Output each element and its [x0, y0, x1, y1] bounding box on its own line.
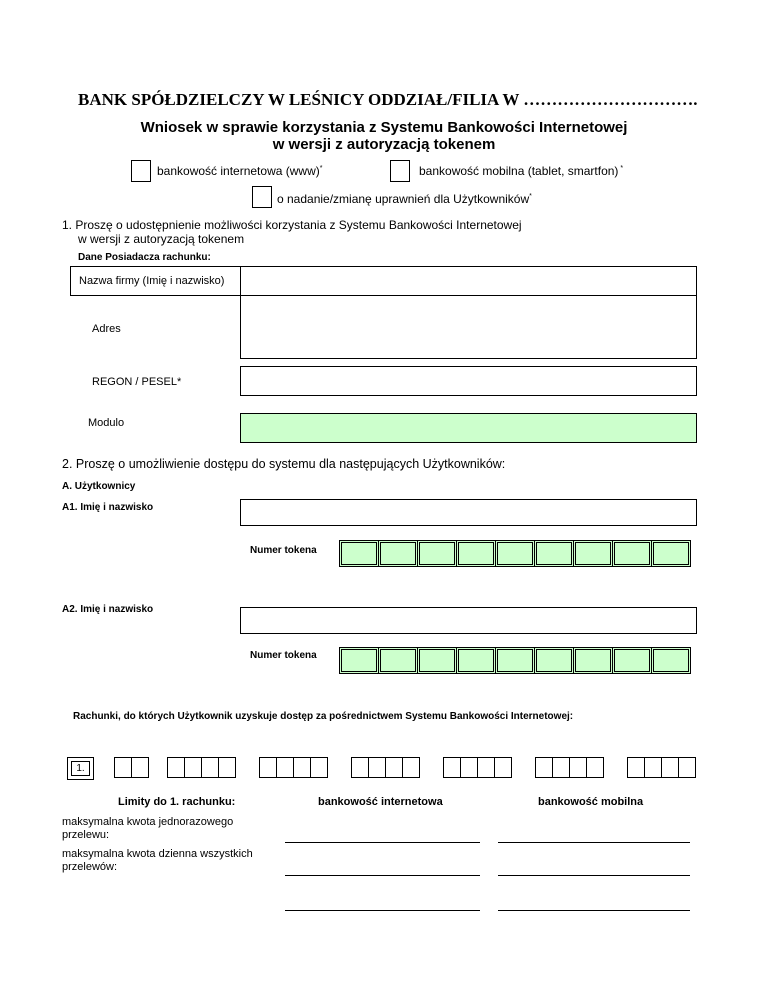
company-label: Nazwa firmy (Imię i nazwisko) [79, 275, 225, 287]
account-digit[interactable] [627, 757, 645, 778]
account-digit[interactable] [201, 757, 219, 778]
account-digit[interactable] [167, 757, 185, 778]
token-digit-box[interactable] [417, 647, 457, 674]
token-digit-inner [458, 649, 494, 672]
mobile-banking-checkbox[interactable] [390, 160, 410, 182]
user1-name-input[interactable] [240, 499, 697, 526]
extra-limit-internet-field[interactable] [285, 910, 480, 911]
token-digit-box[interactable] [612, 647, 652, 674]
footnote-mark: * [529, 193, 532, 200]
token-digit-inner [419, 542, 455, 565]
account-digits-group-1 [114, 757, 149, 778]
user2-name-input[interactable] [240, 607, 697, 634]
token-digit-box[interactable] [651, 647, 691, 674]
regon-pesel-label: REGON / PESEL* [92, 376, 182, 388]
account-index: 1. [71, 761, 90, 776]
account-digits-group-2 [167, 757, 236, 778]
token-digit-box[interactable] [495, 540, 535, 567]
account-digit[interactable] [385, 757, 403, 778]
account-number-box [67, 757, 94, 780]
regon-pesel-input[interactable] [240, 366, 697, 396]
users-header: A. Użytkownicy [62, 481, 136, 492]
token-digit-box[interactable] [378, 540, 418, 567]
account-digits-group-7 [627, 757, 696, 778]
token-digit-box[interactable] [417, 540, 457, 567]
permissions-checkbox[interactable] [252, 186, 272, 208]
user1-name-label: A1. Imię i nazwisko [62, 502, 154, 513]
account-digit[interactable] [661, 757, 679, 778]
account-digit[interactable] [586, 757, 604, 778]
token-digit-box[interactable] [456, 647, 496, 674]
account-digit[interactable] [259, 757, 277, 778]
document-title [0, 119, 768, 153]
token-digit-inner [380, 542, 416, 565]
account-digit[interactable] [535, 757, 553, 778]
token-digit-inner [341, 649, 377, 672]
account-digit[interactable] [276, 757, 294, 778]
token-digit-box[interactable] [573, 540, 613, 567]
internet-banking-option [157, 164, 322, 178]
account-digit[interactable] [114, 757, 132, 778]
account-digit[interactable] [368, 757, 386, 778]
address-label: Adres [92, 323, 121, 335]
internet-banking-checkbox[interactable] [131, 160, 151, 182]
user1-token-fields [339, 540, 691, 567]
token-digit-inner [458, 542, 494, 565]
token-digit-box[interactable] [495, 647, 535, 674]
section1-line2: w wersji z autoryzacją tokenem [78, 232, 245, 246]
account-digit[interactable] [552, 757, 570, 778]
token-digit-inner [536, 542, 572, 565]
token-digit-inner [536, 649, 572, 672]
token-digit-box[interactable] [573, 647, 613, 674]
account-digit[interactable] [644, 757, 662, 778]
user2-token-label: Numer tokena [250, 650, 317, 661]
daily-transfer-limit-label: maksymalna kwota dzienna wszystkich przelewów: [62, 848, 253, 873]
account-digit[interactable] [678, 757, 696, 778]
token-digit-inner [341, 542, 377, 565]
account-digits-group-4 [351, 757, 420, 778]
account-digit[interactable] [477, 757, 495, 778]
mobile-banking-column-header: bankowość mobilna [538, 796, 644, 808]
account-digit[interactable] [184, 757, 202, 778]
document-title-line2: w wersji z autoryzacją tokenem [272, 136, 496, 153]
account-digit[interactable] [569, 757, 587, 778]
token-digit-inner [380, 649, 416, 672]
permissions-option [277, 192, 532, 206]
document-title-line1: Wniosek w sprawie korzystania z Systemu Bankowości Internetowej [140, 119, 628, 136]
internet-banking-column-header: bankowość internetowa [318, 796, 443, 808]
single-transfer-limit-label: maksymalna kwota jednorazowego przelewu: [62, 816, 234, 841]
token-digit-box[interactable] [651, 540, 691, 567]
company-label-cell [70, 266, 241, 296]
bank-title: BANK SPÓŁDZIELCZY W LEŚNICY ODDZIAŁ/FILIA W …………………………. [78, 90, 698, 109]
modulo-input[interactable] [240, 413, 697, 443]
mobile-banking-option [419, 164, 623, 178]
company-name-input[interactable] [240, 266, 697, 296]
section2-title: 2. Proszę o umożliwienie dostępu do systemu dla następujących Użytkowników: [62, 457, 506, 471]
single-limit-internet-field[interactable] [285, 842, 480, 843]
accounts-header: Rachunki, do których Użytkownik uzyskuje dostęp za pośrednictwem Systemu Bankowości Internetowej: [73, 711, 574, 722]
user2-name-label: A2. Imię i nazwisko [62, 604, 154, 615]
account-digit[interactable] [218, 757, 236, 778]
token-digit-inner [614, 649, 650, 672]
account-digit[interactable] [460, 757, 478, 778]
account-digit[interactable] [443, 757, 461, 778]
token-digit-box[interactable] [456, 540, 496, 567]
account-digit[interactable] [293, 757, 311, 778]
account-digit[interactable] [351, 757, 369, 778]
account-digits-group-3 [259, 757, 328, 778]
token-digit-box[interactable] [534, 647, 574, 674]
token-digit-inner [653, 649, 689, 672]
section1-text [62, 218, 522, 246]
account-digit[interactable] [494, 757, 512, 778]
token-digit-inner [419, 649, 455, 672]
daily-limit-internet-field[interactable] [285, 875, 480, 876]
token-digit-inner [497, 649, 533, 672]
token-digit-inner [497, 542, 533, 565]
token-digit-box[interactable] [534, 540, 574, 567]
account-digits-group-5 [443, 757, 512, 778]
extra-limit-mobile-field[interactable] [498, 910, 690, 911]
account-digit[interactable] [131, 757, 149, 778]
address-input[interactable] [240, 295, 697, 359]
token-digit-box[interactable] [612, 540, 652, 567]
user1-token-label: Numer tokena [250, 545, 317, 556]
internet-banking-label: bankowość internetowa (www) [157, 164, 320, 178]
token-digit-inner [653, 542, 689, 565]
token-digit-box[interactable] [339, 647, 379, 674]
account-digits-group-6 [535, 757, 604, 778]
user2-token-fields [339, 647, 691, 674]
token-digit-box[interactable] [378, 647, 418, 674]
section1-line1: 1. Proszę o udostępnienie możliwości korzystania z Systemu Bankowości Internetowej [62, 218, 522, 232]
account-digit[interactable] [310, 757, 328, 778]
account-digit[interactable] [402, 757, 420, 778]
footnote-mark: * [319, 165, 323, 172]
token-digit-inner [575, 542, 611, 565]
token-digit-box[interactable] [339, 540, 379, 567]
limits-header: Limity do 1. rachunku: [118, 796, 236, 808]
mobile-banking-label: bankowość mobilna (tablet, smartfon) [419, 164, 619, 178]
modulo-label: Modulo [88, 417, 125, 429]
permissions-label: o nadanie/zmianę uprawnień dla Użytkowników [277, 192, 530, 206]
holder-data-header: Dane Posiadacza rachunku: [78, 252, 211, 263]
single-limit-mobile-field[interactable] [498, 842, 690, 843]
token-digit-inner [614, 542, 650, 565]
daily-limit-mobile-field[interactable] [498, 875, 690, 876]
token-digit-inner [575, 649, 611, 672]
footnote-mark: * [618, 165, 624, 172]
